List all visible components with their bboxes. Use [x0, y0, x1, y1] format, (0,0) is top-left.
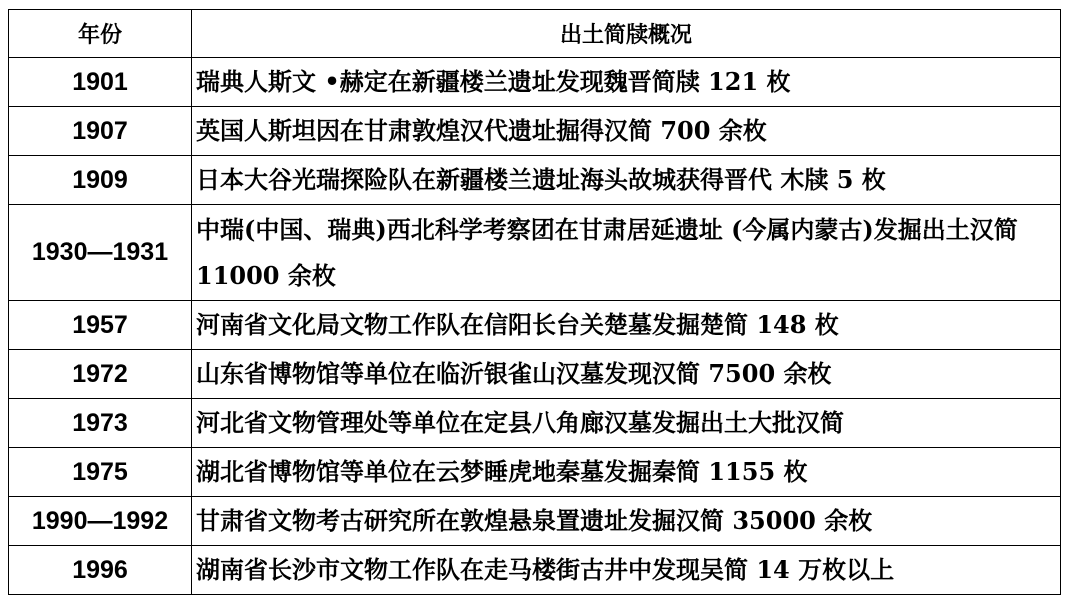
description-cell: 英国人斯坦因在甘肃敦煌汉代遗址掘得汉简 700 余枚: [192, 107, 1061, 156]
description-cell: 山东省博物馆等单位在临沂银雀山汉墓发现汉简 7500 余枚: [192, 350, 1061, 399]
year-cell: 1990—1992: [9, 497, 192, 546]
table-header-row: [9, 10, 1061, 58]
year-cell: 1957: [9, 301, 192, 350]
year-cell: 1901: [9, 58, 192, 107]
table-row: [9, 156, 1061, 205]
description-cell: 瑞典人斯文 •赫定在新疆楼兰遗址发现魏晋简牍 121 枚: [192, 58, 1061, 107]
description-cell: 甘肃省文物考古研究所在敦煌悬泉置遗址发掘汉简 35000 余枚: [192, 497, 1061, 546]
description-cell: 日本大谷光瑞探险队在新疆楼兰遗址海头故城获得晋代 木牍 5 枚: [192, 156, 1061, 205]
table-row: [9, 58, 1061, 107]
year-cell: 1975: [9, 448, 192, 497]
description-cell: 湖南省长沙市文物工作队在走马楼街古井中发现吴简 14 万枚以上: [192, 546, 1061, 595]
table-row: [9, 546, 1061, 595]
header-year: 年份: [9, 10, 192, 58]
description-cell: 湖北省博物馆等单位在云梦睡虎地秦墓发掘秦简 1155 枚: [192, 448, 1061, 497]
year-cell: 1996: [9, 546, 192, 595]
year-cell: 1909: [9, 156, 192, 205]
table-row: [9, 497, 1061, 546]
table-row: [9, 107, 1061, 156]
description-cell: 中瑞(中国、瑞典)西北科学考察团在甘肃居延遗址 (今属内蒙古)发掘出土汉简 11000 余枚: [192, 205, 1061, 301]
table-row: [9, 205, 1061, 301]
description-cell: 河南省文化局文物工作队在信阳长台关楚墓发掘楚简 148 枚: [192, 301, 1061, 350]
table-row: [9, 399, 1061, 448]
table-row: [9, 448, 1061, 497]
year-cell: 1907: [9, 107, 192, 156]
description-cell: 河北省文物管理处等单位在定县八角廊汉墓发掘出土大批汉简: [192, 399, 1061, 448]
table-row: [9, 301, 1061, 350]
header-overview: 出土简牍概况: [192, 10, 1061, 58]
year-cell: 1972: [9, 350, 192, 399]
year-cell: 1973: [9, 399, 192, 448]
year-cell: 1930—1931: [9, 205, 192, 301]
table-row: [9, 350, 1061, 399]
excavation-table: [8, 9, 1061, 595]
